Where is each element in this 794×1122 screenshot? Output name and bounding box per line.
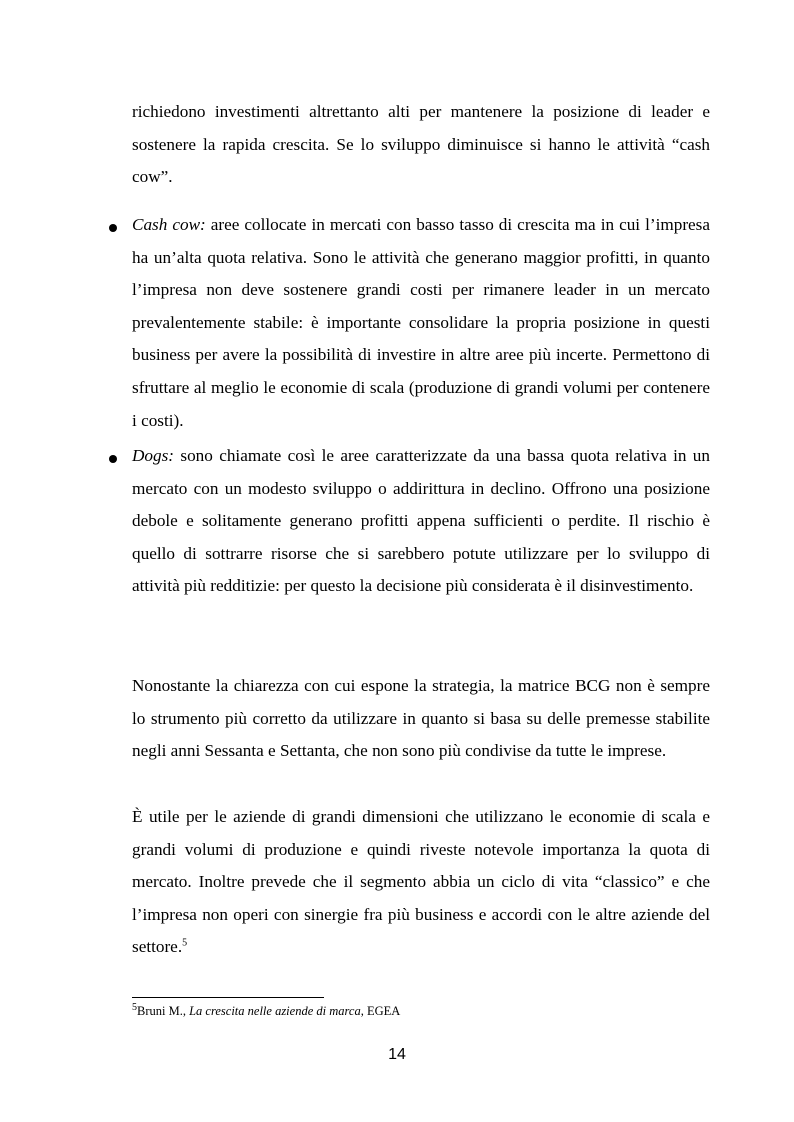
footnote-author: Bruni M., [137, 1004, 190, 1018]
bullet-icon [109, 455, 117, 463]
bullet-item-cash-cow [132, 209, 710, 437]
footnote-number: 5 [132, 1001, 137, 1013]
bullet-text-dogs: sono chiamate così le aree caratterizzate da una bassa quota relativa in un mercato con un modesto sviluppo o addirittura in declino. Offrono una posizione debole e solitamente generano profitti appena sufficienti o perdite. Il rischio è quello di sottrarre risorse che si sarebbero potute utilizzare per lo sviluppo di attività più redditizie: per questo la decisione più considerata è il disinvestimento. [132, 446, 710, 596]
footnote-title: La crescita nelle aziende di marca [189, 1004, 361, 1018]
bullet-term-cash-cow: Cash cow: [132, 215, 206, 234]
body-paragraph-1: Nonostante la chiarezza con cui espone la strategia, la matrice BCG non è sempre lo strumento più corretto da utilizzare in quanto si basa su delle premesse stabilite negli anni Sessanta e Settanta, che non sono più condivise da tutte le imprese. [132, 676, 710, 761]
page-number: 14 [388, 1046, 406, 1063]
footnote [132, 1003, 400, 1019]
bullet-icon [109, 224, 117, 232]
footnote-publisher: , EGEA [360, 1004, 401, 1018]
continuation-paragraph: richiedono investimenti altrettanto alti per mantenere la posizione di leader e sostenere la rapida crescita. Se lo sviluppo diminuisce si hanno le attività “cash cow”. [132, 102, 710, 187]
bullet-item-dogs [132, 440, 710, 603]
bullet-term-dogs: Dogs: [132, 446, 175, 465]
bullet-text-cash-cow: aree collocate in mercati con basso tasso di crescita ma in cui l’impresa ha un’alta quota relativa. Sono le attività che generano maggior profitti, in quanto l’impresa non deve sostenere grandi costi per rimanere leader in un mercato prevalentemente stabile: è importante consolidare la propria posizione in questi business per avere la possibilità di investire in altre aree più incerte. Permettono di sfruttare al meglio le economie di scala (produzione di grandi volumi per contenere i costi). [132, 215, 710, 430]
footnote-divider [132, 997, 324, 998]
body-paragraph-2-text: È utile per le aziende di grandi dimensioni che utilizzano le economie di scala e grandi volumi di produzione e quindi riveste notevole importanza la quota di mercato. Inoltre prevede che il segmento abbia un ciclo di vita “classico” e che l’impresa non operi con sinergie fra più business e accordi con le altre aziende del settore. [132, 807, 710, 957]
body-paragraph-2 [132, 801, 710, 964]
footnote-reference[interactable]: 5 [182, 937, 188, 949]
